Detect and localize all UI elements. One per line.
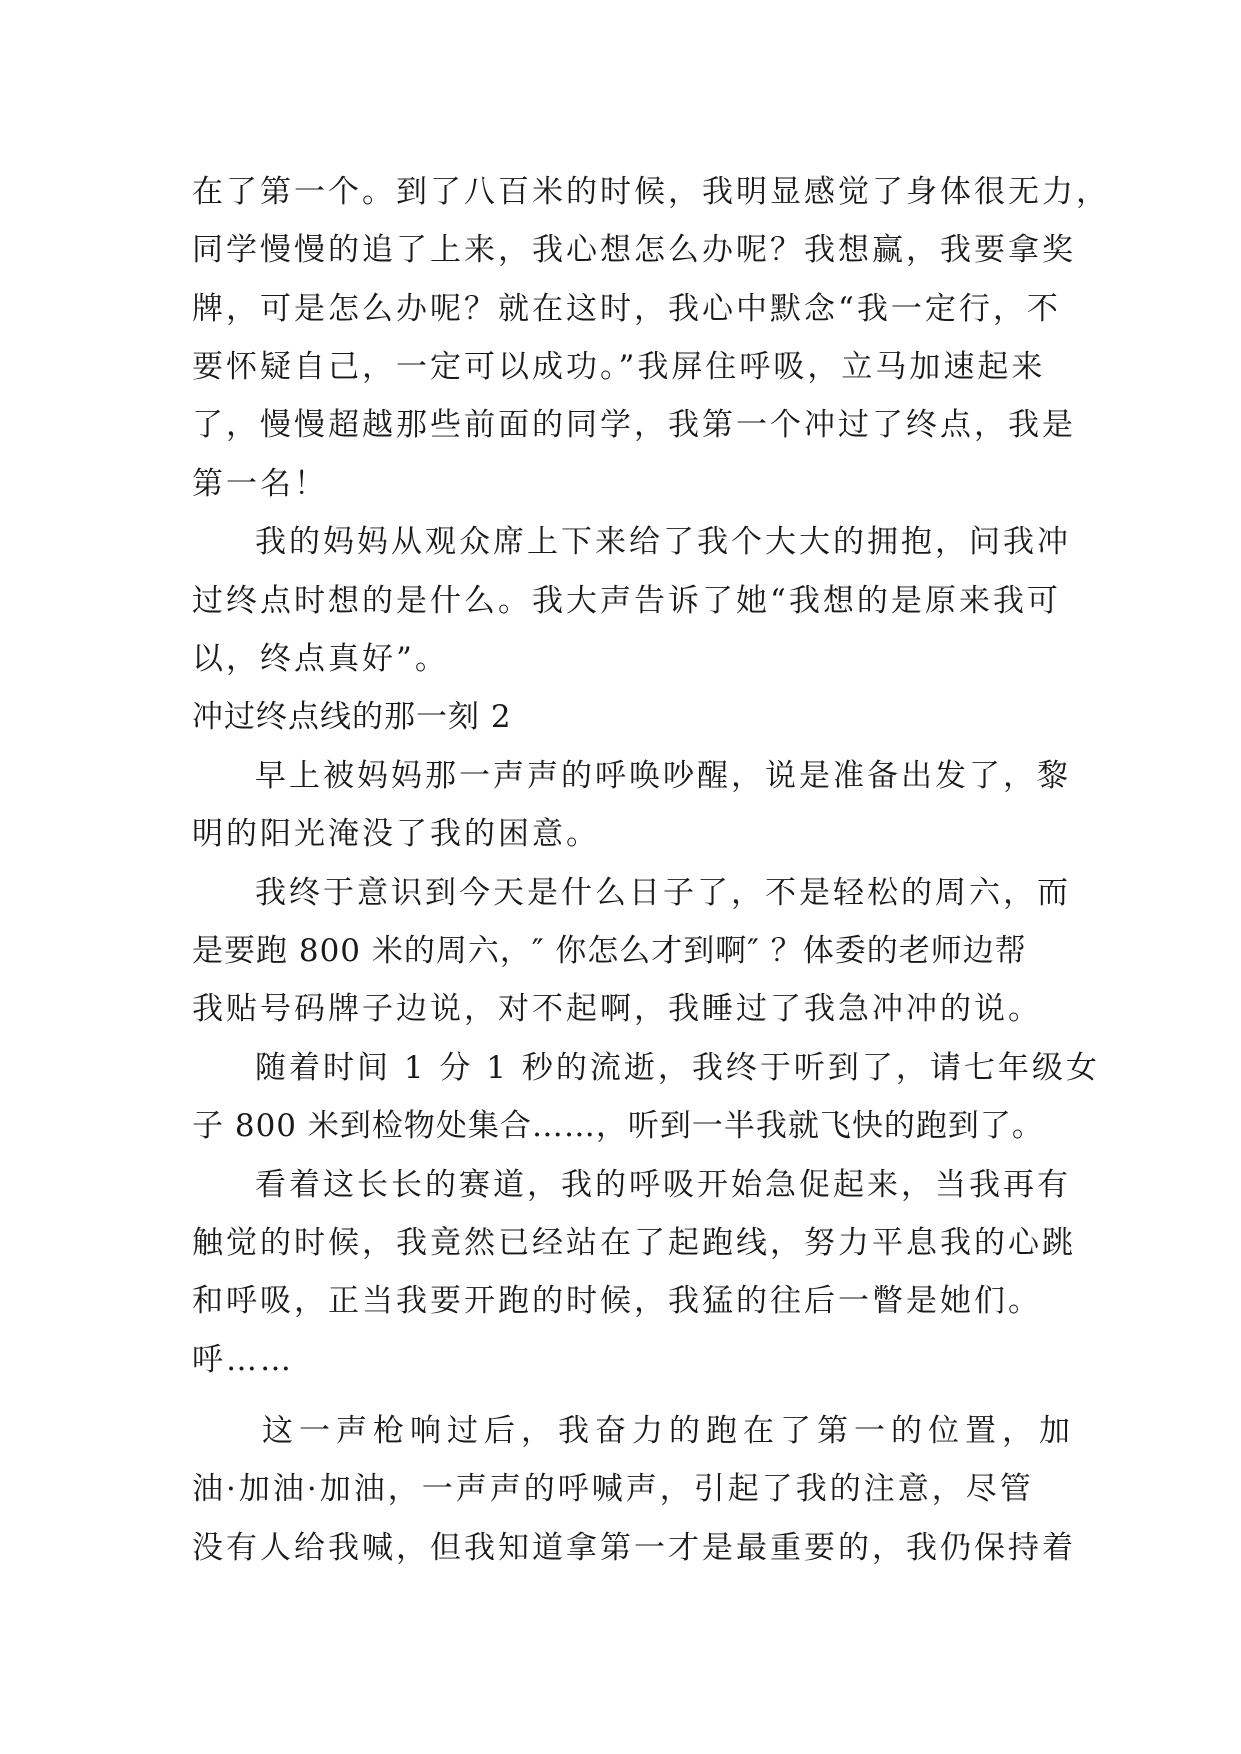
text-line: 是要跑 800 米的周六，″ 你怎么才到啊″ ？体委的老师边帮 bbox=[192, 933, 1027, 969]
text-line: 过终点时想的是什么。我大声告诉了她“我想的是原来我可 bbox=[192, 583, 1061, 619]
text-line: 第一名！ bbox=[192, 466, 328, 502]
text-line: 和呼吸，正当我要开跑的时候，我猛的往后一瞥是她们。 bbox=[192, 1283, 1042, 1319]
text-line: 看着这长长的赛道，我的呼吸开始急促起来，当我再有 bbox=[255, 1167, 1071, 1203]
text-line: 呼…… bbox=[192, 1342, 294, 1378]
text-line: 要怀疑自己，一定可以成功。”我屏住呼吸，立马加速起来 bbox=[192, 349, 1046, 385]
text-line: 我终于意识到今天是什么日子了，不是轻松的周六，而 bbox=[255, 875, 1071, 911]
text-line: 明的阳光淹没了我的困意。 bbox=[192, 816, 600, 852]
text-line: 我贴号码牌子边说，对不起啊，我睡过了我急冲冲的说。 bbox=[192, 991, 1042, 1027]
text-line: 没有人给我喊，但我知道拿第一才是最重要的，我仍保持着 bbox=[192, 1530, 1076, 1566]
text-line: 我的妈妈从观众席上下来给了我个大大的拥抱，问我冲 bbox=[255, 524, 1071, 560]
section-heading: 冲过终点线的那一刻 2 bbox=[192, 699, 512, 735]
text-line: 牌，可是怎么办呢？就在这时，我心中默念“我一定行，不 bbox=[192, 291, 1061, 327]
text-line: 油·加油·加油，一声声的呼喊声，引起了我的注意，尽管 bbox=[192, 1471, 1034, 1507]
text-line: 同学慢慢的追了上来，我心想怎么办呢？我想赢，我要拿奖 bbox=[192, 232, 1076, 268]
text-line: 随着时间 1 分 1 秒的流逝，我终于听到了，请七年级女 bbox=[255, 1050, 1100, 1086]
text-line: 了，慢慢超越那些前面的同学，我第一个冲过了终点，我是 bbox=[192, 407, 1076, 443]
text-line: 子 800 米到检物处集合……，听到一半我就飞快的跑到了。 bbox=[192, 1108, 1044, 1144]
text-line: 早上被妈妈那一声声的呼唤吵醒，说是准备出发了，黎 bbox=[255, 758, 1071, 794]
text-line: 这一声枪响过后，我奋力的跑在了第一的位置，加 bbox=[262, 1413, 1076, 1449]
text-line: 以，终点真好”。 bbox=[192, 641, 449, 677]
text-line: 触觉的时候，我竟然已经站在了起跑线，努力平息我的心跳 bbox=[192, 1225, 1076, 1261]
text-line: 在了第一个。到了八百米的时候，我明显感觉了身体很无力， bbox=[192, 174, 1110, 210]
